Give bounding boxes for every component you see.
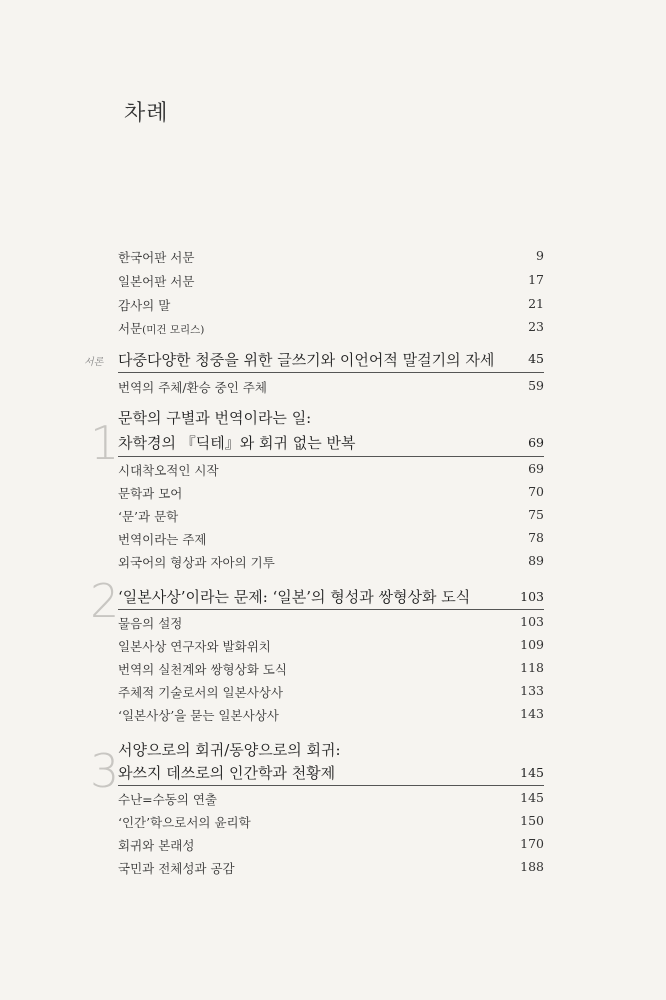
toc-entry-main: 서문: [118, 321, 143, 336]
prologue-mark: 서론: [84, 357, 104, 368]
toc-entry-page: 150: [520, 813, 544, 828]
chapter-heading-page: 103: [520, 589, 544, 604]
toc-entry-label: 문학과 모어: [118, 486, 183, 501]
section-divider: [118, 609, 544, 610]
chapter-numeral: 2: [90, 574, 120, 628]
chapter-heading-page: 69: [528, 435, 544, 450]
toc-entry-label: ‘인간’학으로서의 윤리학: [118, 815, 251, 830]
toc-entry-page: 145: [520, 790, 544, 805]
toc-entry-label: 감사의 말: [118, 298, 171, 313]
toc-entry-label: 일본어판 서문: [118, 274, 195, 289]
toc-entry-page: 89: [528, 553, 544, 568]
toc-entry-page: 17: [528, 272, 544, 287]
chapter-heading-line1: ‘일본사상’이라는 문제: ‘일본’의 형성과 쌍형상화 도식: [118, 588, 471, 606]
toc-entry-page: 143: [520, 706, 544, 721]
toc-entry-label: [118, 319, 204, 337]
toc-entry-label: 회귀와 본래성: [118, 838, 195, 853]
toc-entry-label: 물음의 설정: [118, 616, 183, 631]
page-title: 차례: [124, 101, 169, 126]
toc-entry-page: 78: [528, 530, 544, 545]
toc-entry-note: (미건 모리스): [142, 324, 205, 336]
toc-entry-label: 번역의 실천계와 쌍형상화 도식: [118, 662, 287, 677]
toc-entry-label: 번역의 주체/환승 중인 주체: [118, 380, 267, 395]
toc-entry-page: 69: [528, 461, 544, 476]
toc-entry-page: 9: [536, 248, 544, 263]
toc-entry-page: 75: [528, 507, 544, 522]
toc-entry-label: 국민과 전체성과 공감: [118, 861, 235, 876]
toc-entry-label: 번역이라는 주제: [118, 532, 207, 547]
toc-entry-page: 21: [528, 296, 544, 311]
chapter-heading-line2: 와쓰지 데쓰로의 인간학과 천황제: [118, 764, 336, 782]
chapter-heading-line1: 서양으로의 회귀/동양으로의 회귀:: [118, 741, 341, 759]
chapter-numeral: 3: [90, 744, 120, 798]
prologue-heading-label: 다중다양한 청중을 위한 글쓰기와 이언어적 말걸기의 자세: [118, 351, 495, 369]
chapter-numeral: 1: [90, 416, 120, 470]
toc-entry-page: 59: [528, 378, 544, 393]
toc-entry-page: 170: [520, 836, 544, 851]
toc-entry-page: 118: [520, 660, 544, 675]
toc-entry-label: 수난=수동의 연출: [118, 792, 217, 807]
chapter-heading-line2: 차학경의 『딕테』와 회귀 없는 반복: [118, 434, 356, 452]
toc-entry-page: 23: [528, 319, 544, 334]
toc-entry-page: 133: [520, 683, 544, 698]
toc-entry-page: 103: [520, 614, 544, 629]
section-divider: [118, 785, 544, 786]
section-divider: [118, 372, 544, 373]
toc-entry-page: 70: [528, 484, 544, 499]
toc-entry-label: 시대착오적인 시작: [118, 463, 219, 478]
toc-entry-page: 109: [520, 637, 544, 652]
toc-entry-label: 한국어판 서문: [118, 250, 195, 265]
prologue-heading-page: 45: [528, 351, 544, 366]
chapter-heading-page: 145: [520, 765, 544, 780]
toc-entry-label: ‘일본사상’을 묻는 일본사상사: [118, 708, 279, 723]
toc-entry-label: 주체적 기술로서의 일본사상사: [118, 685, 283, 700]
toc-entry-label: 외국어의 형상과 자아의 기투: [118, 555, 275, 570]
toc-entry-page: 188: [520, 859, 544, 874]
toc-entry-label: ‘문’과 문학: [118, 509, 179, 524]
chapter-heading-line1: 문학의 구별과 번역이라는 일:: [118, 409, 312, 427]
section-divider: [118, 456, 544, 457]
toc-entry-label: 일본사상 연구자와 발화위치: [118, 639, 271, 654]
